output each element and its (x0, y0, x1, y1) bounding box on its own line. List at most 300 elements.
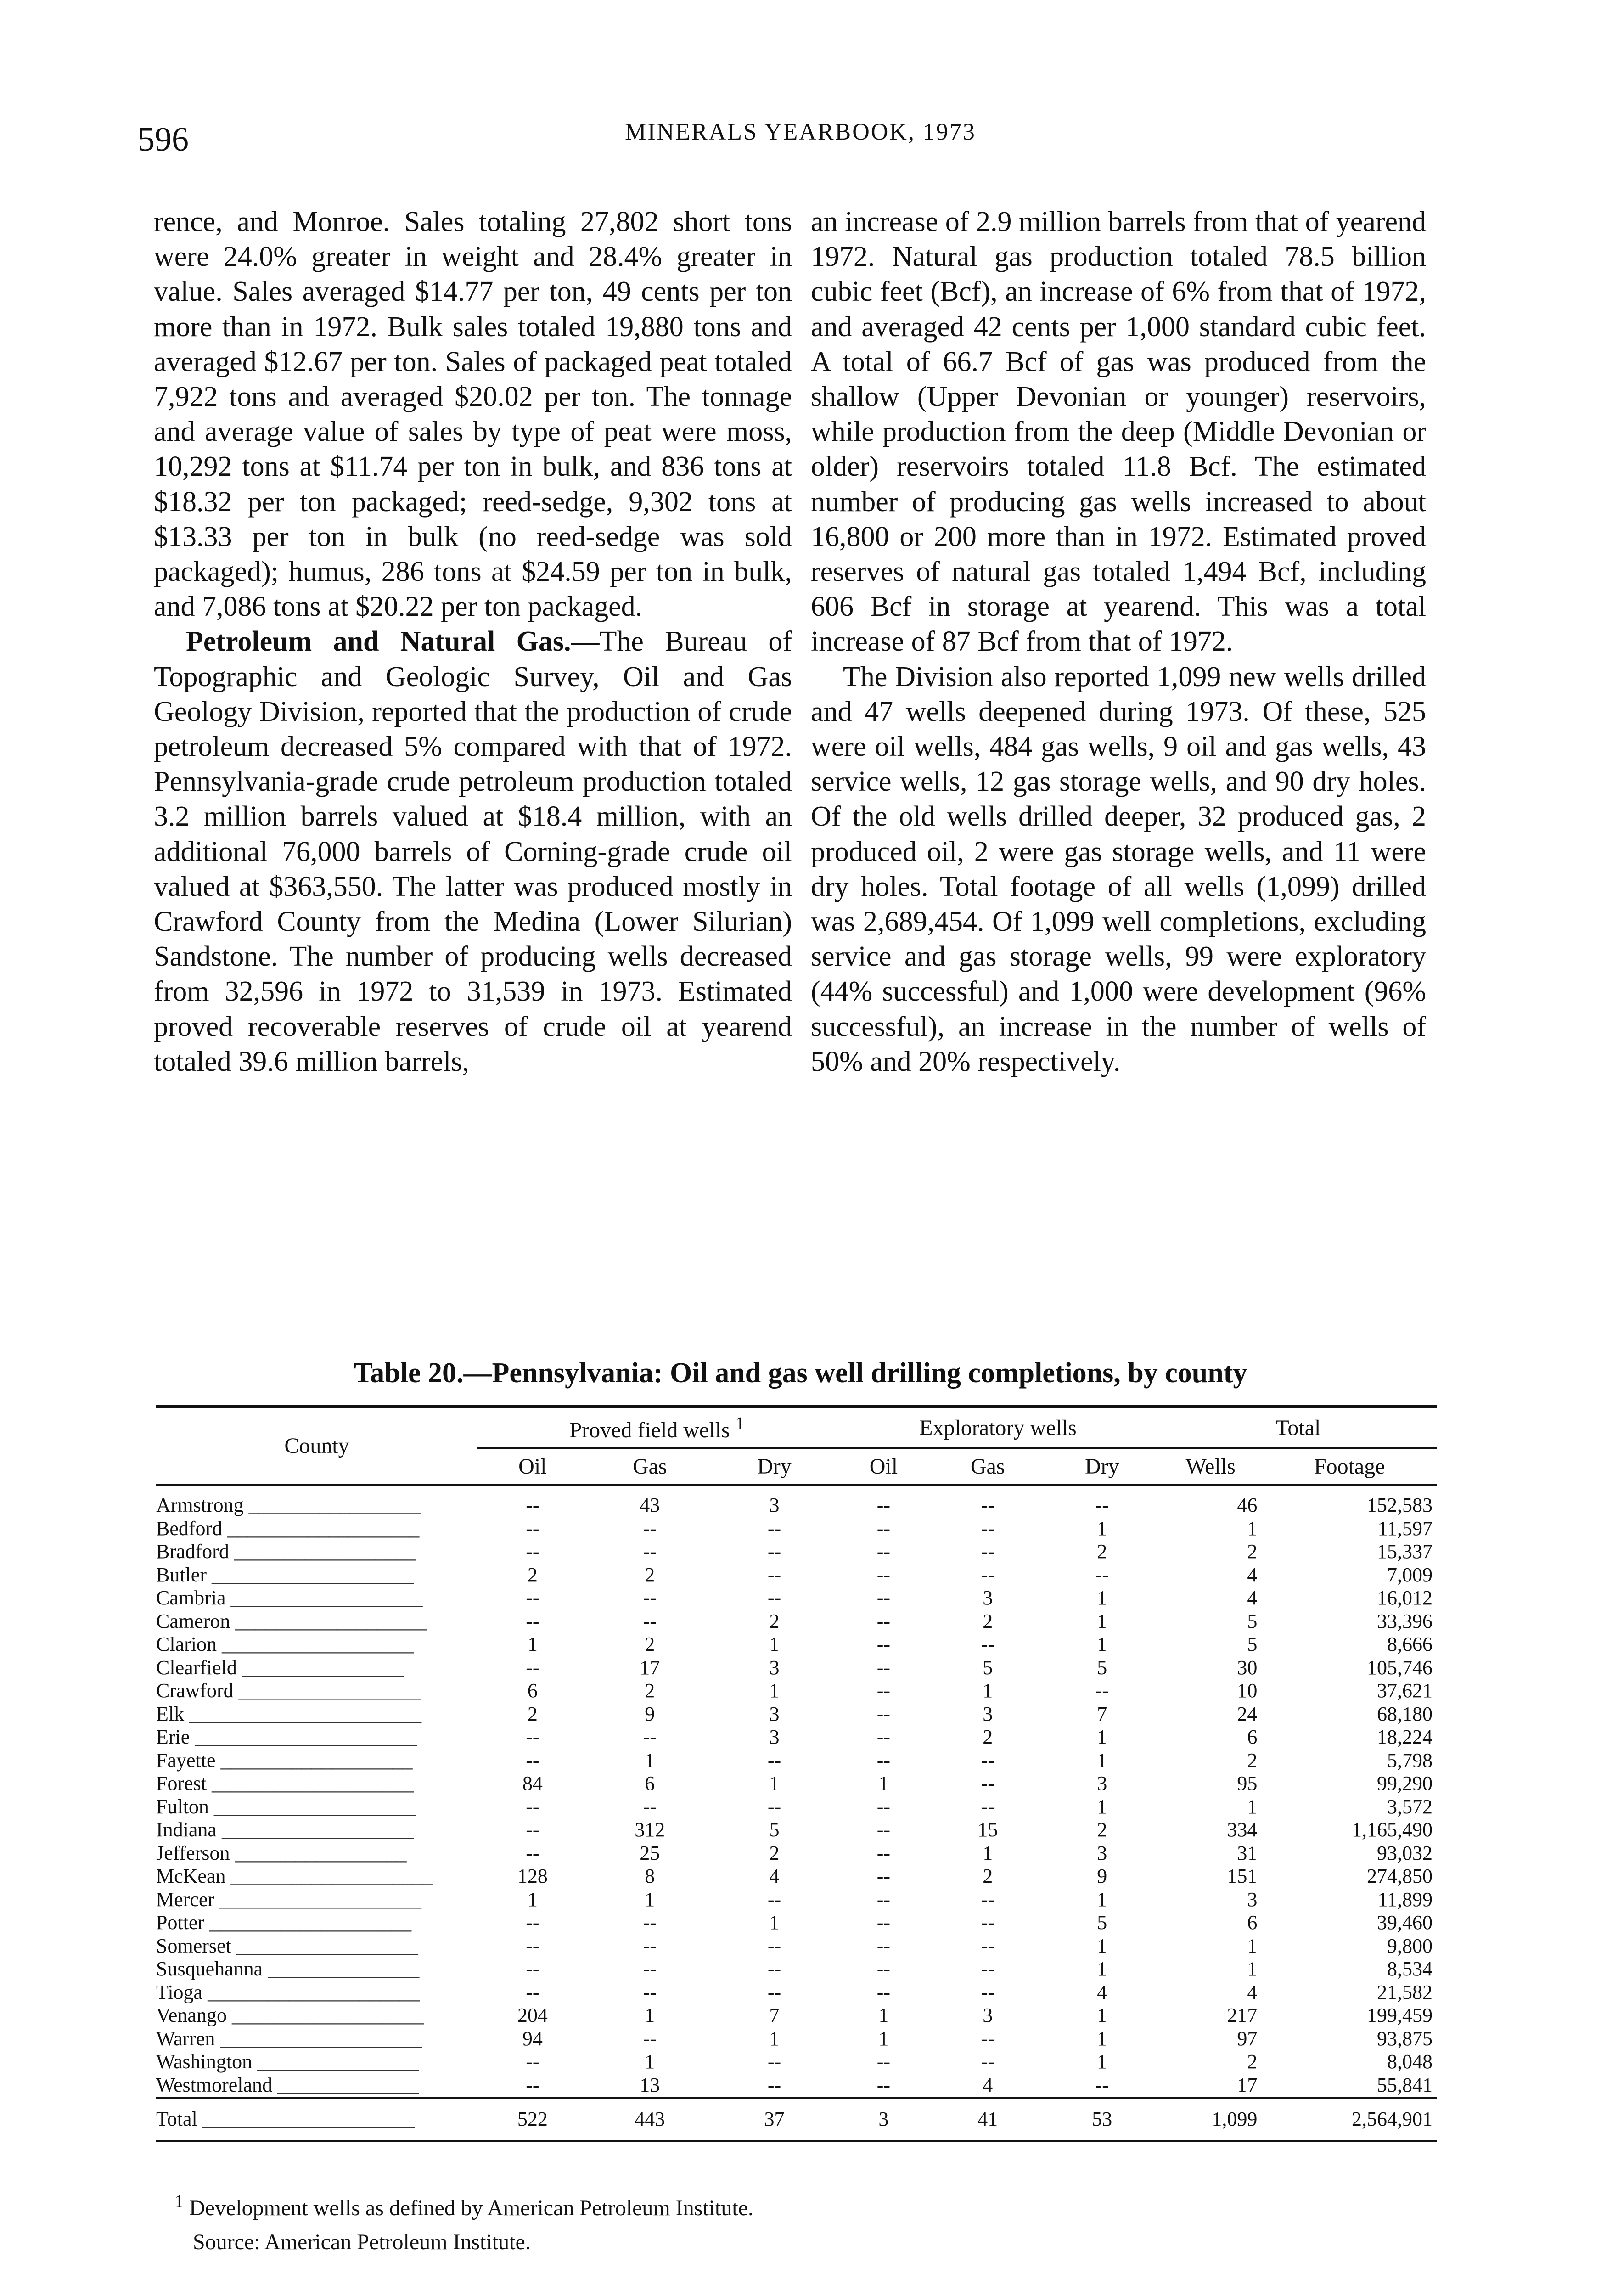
cell-oil: -- (876, 1587, 891, 1609)
cell-wells: 46 (1237, 1494, 1258, 1516)
cell-dry: 1 (769, 1772, 780, 1795)
cell-oil: 2 (527, 1563, 538, 1586)
table-row (156, 2050, 1437, 2074)
cell-footage: 5,798 (1387, 1749, 1432, 1772)
county-name: Total (156, 2108, 197, 2130)
county-cell: Armstrong _________________ (156, 1494, 421, 1516)
cell-dry: 3 (769, 1726, 780, 1748)
county-cell: Fulton ____________________ (156, 1795, 416, 1818)
cell-gas: 9 (645, 1702, 655, 1725)
cell-dry: -- (1095, 2073, 1109, 2096)
cell-oil: 1 (878, 2004, 889, 2026)
cell-gas: -- (981, 1494, 994, 1516)
gas-paragraph: an increase of 2.9 million barrels from that of yearend 1972. Natural gas production totaled 78.5 billion cubic feet (Bcf), an increase of 6% from that of 1972, and averaged 42 cents per 1,000 standard cubic feet. A total of 66.7 Bcf of gas was produced from the shallow (Upper Devonian or younger) reservoirs, while production from the deep (Middle Devonian or older) reservoirs totaled 11.8 Bcf. The estimated number of producing gas wells increased to about 16,800 or 200 more than in 1972. Estimated proved reserves of natural gas totaled 1,494 Bcf, including 606 Bcf in storage at yearend. This was a total increase of 87 Bcf from that of 1972. (811, 206, 1426, 658)
table-row (156, 1935, 1437, 1958)
cell-wells: 1 (1247, 1517, 1258, 1540)
cell-gas: 4 (983, 2073, 993, 2096)
cell-wells: 10 (1237, 1679, 1258, 1702)
cell-dry: -- (767, 2073, 781, 2096)
cell-footage: 93,032 (1377, 1841, 1432, 1864)
county-cell: Erie ______________________ (156, 1726, 417, 1748)
cell-oil: -- (876, 1795, 891, 1818)
county-cell: Jefferson _________________ (156, 1841, 407, 1864)
cell-gas: 41 (931, 2098, 1045, 2141)
cell-oil: -- (876, 1888, 891, 1911)
cell-gas: 2 (645, 1563, 655, 1586)
cell-gas: -- (981, 1795, 994, 1818)
table-row (156, 1981, 1437, 2004)
cell-gas: 2 (983, 1726, 993, 1748)
cell-footage: 68,180 (1377, 1702, 1432, 1725)
cell-dry: 1 (1097, 1517, 1107, 1540)
county-cell: Crawford __________________ (156, 1679, 421, 1702)
county-name: Venango (156, 2004, 227, 2026)
cell-footage: 33,396 (1377, 1609, 1432, 1632)
cell-gas: -- (981, 1540, 994, 1563)
cell-oil: -- (876, 1656, 891, 1679)
cell-wells: 4 (1247, 1587, 1258, 1609)
county-cell: Warren ____________________ (156, 2027, 422, 2050)
cell-gas: 2 (983, 1609, 993, 1632)
cell-dry: 1 (769, 1633, 780, 1655)
cell-footage: 15,337 (1377, 1540, 1432, 1563)
cell-dry: 1 (1097, 1587, 1107, 1609)
county-cell: Clearfield ________________ (156, 1656, 404, 1679)
county-name: Indiana (156, 1818, 217, 1841)
cell-wells: 2 (1247, 1540, 1258, 1563)
cell-oil: -- (526, 1587, 539, 1609)
county-name: Erie (156, 1726, 190, 1748)
cell-gas: 3 (983, 1587, 993, 1609)
cell-dry: 2 (769, 1841, 780, 1864)
county-cell: Venango ___________________ (156, 2004, 424, 2026)
table-row (156, 1772, 1437, 1795)
cell-gas: -- (981, 1934, 994, 1957)
cell-dry: -- (1095, 1679, 1109, 1702)
cell-dry: 1 (1097, 1958, 1107, 1980)
county-cell: Westmoreland ______________ (156, 2073, 419, 2096)
cell-gas: -- (981, 1633, 994, 1655)
sub-header-oil: Oil (837, 1448, 931, 1485)
cell-dry: 2 (1097, 1540, 1107, 1563)
cell-footage: 93,875 (1377, 2027, 1432, 2050)
cell-dry: 2 (769, 1609, 780, 1632)
cell-dry: -- (767, 1934, 781, 1957)
county-name: Cambria (156, 1587, 226, 1609)
county-cell: McKean ____________________ (156, 1865, 433, 1887)
table-row (156, 1865, 1437, 1888)
source-note: Source: American Petroleum Institute. (193, 2230, 531, 2254)
county-name: Clearfield (156, 1656, 237, 1679)
cell-footage: 8,666 (1387, 1633, 1432, 1655)
cell-dry: 1 (1097, 1795, 1107, 1818)
table-row (156, 1703, 1437, 1726)
county-name: Washington (156, 2050, 253, 2073)
cell-gas: -- (643, 2027, 657, 2050)
cell-wells: 5 (1247, 1609, 1258, 1632)
cell-oil: 84 (522, 1772, 543, 1795)
cell-footage: 8,048 (1387, 2050, 1432, 2073)
table-row (156, 1726, 1437, 1749)
cell-oil: 94 (522, 2027, 543, 2050)
cell-dry: 1 (769, 1911, 780, 1934)
cell-footage: 199,459 (1367, 2004, 1432, 2026)
cell-gas: 15 (977, 1818, 998, 1841)
cell-footage: 7,009 (1387, 1563, 1432, 1586)
cell-oil: -- (526, 1726, 539, 1748)
cell-wells: 2 (1247, 1749, 1258, 1772)
county-name: Elk (156, 1702, 185, 1725)
cell-dry: 9 (1097, 1865, 1107, 1887)
cell-gas: 3 (983, 1702, 993, 1725)
county-name: Bedford (156, 1517, 223, 1540)
cell-wells: 95 (1237, 1772, 1258, 1795)
county-name: Mercer (156, 1888, 215, 1911)
table-row (156, 1795, 1437, 1819)
cell-oil: -- (526, 2073, 539, 2096)
county-name: McKean (156, 1865, 226, 1887)
cell-wells: 17 (1237, 2073, 1258, 2096)
cell-oil: -- (526, 1818, 539, 1841)
cell-gas: 3 (983, 2004, 993, 2026)
sub-header-gas: Gas (588, 1448, 712, 1485)
cell-gas: -- (981, 1563, 994, 1586)
table-row (156, 2074, 1437, 2098)
total-header: Total (1159, 1407, 1437, 1448)
cell-gas: 1 (645, 1749, 655, 1772)
cell-gas: -- (981, 1888, 994, 1911)
cell-gas: -- (643, 1934, 657, 1957)
cell-dry: -- (767, 1981, 781, 2003)
cell-footage: 11,899 (1377, 1888, 1432, 1911)
sub-header-oil: Oil (477, 1448, 588, 1485)
sub-header-wells: Wells (1159, 1448, 1262, 1485)
cell-oil: -- (876, 2073, 891, 2096)
section-heading-petroleum: Petroleum and Natural Gas. (186, 626, 571, 658)
county-cell: Cameron ___________________ (156, 1609, 427, 1632)
cell-gas: 443 (588, 2098, 712, 2141)
cell-oil: -- (876, 1911, 891, 1934)
cell-oil: 204 (517, 2004, 548, 2026)
cell-dry: -- (1095, 1563, 1109, 1586)
cell-dry: -- (767, 1540, 781, 1563)
cell-dry: 3 (1097, 1772, 1107, 1795)
county-cell: Forest ____________________ (156, 1772, 414, 1795)
cell-gas: 2 (645, 1679, 655, 1702)
cell-oil: -- (526, 1494, 539, 1516)
county-cell: Clarion ___________________ (156, 1633, 414, 1655)
table-title: Table 20.—Pennsylvania: Oil and gas well drilling completions, by county (354, 1357, 1247, 1389)
county-cell: Elk _______________________ (156, 1702, 422, 1725)
county-name: Fayette (156, 1749, 216, 1772)
cell-dry: 3 (769, 1656, 780, 1679)
cell-oil: -- (526, 1540, 539, 1563)
cell-oil: 128 (517, 1865, 548, 1887)
cell-dry: -- (767, 1517, 781, 1540)
county-cell: Cambria ___________________ (156, 1587, 423, 1609)
table-row (156, 1842, 1437, 1865)
cell-gas: -- (643, 1981, 657, 2003)
page-number: 596 (138, 121, 189, 158)
table-row (156, 1564, 1437, 1587)
cell-footage: 152,583 (1367, 1494, 1432, 1516)
table-row (156, 1958, 1437, 1981)
cell-gas: 8 (645, 1865, 655, 1887)
cell-gas: 6 (645, 1772, 655, 1795)
county-name: Armstrong (156, 1494, 244, 1516)
county-name: Butler (156, 1563, 207, 1586)
cell-dry: 1 (1097, 1888, 1107, 1911)
cell-dry: 3 (1097, 1841, 1107, 1864)
cell-dry: -- (1095, 1494, 1109, 1516)
cell-oil: 1 (527, 1888, 538, 1911)
cell-oil: -- (526, 1749, 539, 1772)
table-row (156, 1679, 1437, 1703)
sub-header-gas: Gas (931, 1448, 1045, 1485)
cell-oil: -- (876, 1818, 891, 1841)
cell-oil: 3 (837, 2098, 931, 2141)
cell-oil: -- (876, 1517, 891, 1540)
cell-gas: -- (981, 1772, 994, 1795)
petroleum-paragraph (154, 624, 792, 1079)
cell-oil: -- (876, 1609, 891, 1632)
footnote-text: Development wells as defined by American Petroleum Institute. (189, 2196, 754, 2220)
cell-gas: 1 (645, 1888, 655, 1911)
county-cell: Mercer ____________________ (156, 1888, 422, 1911)
cell-gas: -- (643, 1795, 657, 1818)
cell-gas: 1 (983, 1841, 993, 1864)
cell-footage: 18,224 (1377, 1726, 1432, 1748)
cell-oil: -- (526, 1958, 539, 1980)
table-row (156, 1633, 1437, 1656)
county-cell: Washington ________________ (156, 2050, 419, 2073)
county-name: Jefferson (156, 1841, 230, 1864)
county-name: Susquehanna (156, 1958, 263, 1980)
cell-wells: 5 (1247, 1633, 1258, 1655)
cell-oil: 2 (527, 1702, 538, 1725)
cell-oil: -- (876, 1749, 891, 1772)
cell-oil: -- (876, 1865, 891, 1887)
drilling-paragraph: The Division also reported 1,099 new wells drilled and 47 wells deepened during 1973. Of these, 525 were oil wells, 484 gas wells, 9 oil and gas wells, 43 service wells, 12 gas storage wells, and 90 dry holes. Of the old wells drilled deeper, 32 produced gas, 2 produced oil, 2 were gas storage wells, and 11 were dry holes. Total footage of all wells (1,099) drilled was 2,689,454. Of 1,099 well completions, excluding service and gas storage wells, 99 were exploratory (44% successful) and 1,000 were development (96% successful), an increase in the number of wells of 50% and 20% respectively. (811, 661, 1426, 1077)
cell-gas: 13 (640, 2073, 660, 2096)
cell-gas: -- (981, 1981, 994, 2003)
cell-dry: -- (767, 1749, 781, 1772)
cell-gas: -- (643, 1609, 657, 1632)
table-row (156, 1911, 1437, 1935)
table-row (156, 2027, 1437, 2051)
cell-gas: -- (981, 1911, 994, 1934)
table-row (156, 1587, 1437, 1610)
cell-gas: 1 (645, 2004, 655, 2026)
exploratory-wells-header: Exploratory wells (837, 1407, 1159, 1448)
county-cell: Susquehanna _______________ (156, 1958, 420, 1980)
cell-dry: -- (767, 2050, 781, 2073)
cell-gas: 17 (640, 1656, 660, 1679)
petroleum-paragraph-body: —The Bureau of Topographic and Geologic Survey, Oil and Gas Geology Division, reported that the production of crude petroleum decreased 5% compared with that of 1972. Pennsylvania-grade crude petroleum production totaled 3.2 million barrels valued at $18.4 million, with an additional 76,000 barrels of Corning-grade crude oil valued at $363,550. The latter was produced mostly in Crawford County from the Medina (Lower Silurian) Sandstone. The number of producing wells decreased from 32,596 in 1972 to 31,539 in 1973. Estimated proved recoverable reserves of crude oil at yearend totaled 39.6 million barrels, (154, 626, 792, 1077)
left-column (154, 204, 792, 1079)
cell-dry: -- (767, 1795, 781, 1818)
cell-footage: 37,621 (1377, 1679, 1432, 1702)
cell-gas: 312 (635, 1818, 665, 1841)
county-name: Tioga (156, 1981, 203, 2003)
cell-footage: 16,012 (1377, 1587, 1432, 1609)
cell-oil: -- (526, 1656, 539, 1679)
county-name: Potter (156, 1911, 205, 1934)
cell-gas: 5 (983, 1656, 993, 1679)
cell-dry: 7 (1097, 1702, 1107, 1725)
cell-dry: 1 (1097, 1934, 1107, 1957)
cell-wells: 151 (1227, 1865, 1258, 1887)
cell-footage: 8,534 (1387, 1958, 1432, 1980)
cell-footage: 1,165,490 (1352, 1818, 1432, 1841)
cell-footage: 99,290 (1377, 1772, 1432, 1795)
cell-footage: 105,746 (1367, 1656, 1432, 1679)
cell-dry: 1 (1097, 1749, 1107, 1772)
cell-dry: 7 (769, 2004, 780, 2026)
cell-footage: 21,582 (1377, 1981, 1432, 2003)
cell-oil: -- (876, 1679, 891, 1702)
cell-dry: -- (767, 1958, 781, 1980)
cell-gas: -- (643, 1517, 657, 1540)
cell-oil: -- (526, 1609, 539, 1632)
cell-gas: 2 (983, 1865, 993, 1887)
cell-gas: -- (981, 2050, 994, 2073)
county-cell: Bedford ___________________ (156, 1517, 420, 1540)
footnote-marker: 1 (174, 2191, 184, 2212)
cell-footage: 274,850 (1367, 1865, 1432, 1887)
cell-wells: 6 (1247, 1911, 1258, 1934)
cell-dry: 1 (1097, 1609, 1107, 1632)
cell-dry: 4 (1097, 1981, 1107, 2003)
cell-footage: 55,841 (1377, 2073, 1432, 2096)
cell-dry: -- (767, 1587, 781, 1609)
cell-dry: 1 (1097, 2050, 1107, 2073)
cell-dry: 4 (769, 1865, 780, 1887)
cell-dry: 1 (1097, 2004, 1107, 2026)
sub-header-footage: Footage (1262, 1448, 1437, 1485)
county-cell: Somerset __________________ (156, 1934, 418, 1957)
cell-oil: -- (526, 1981, 539, 2003)
cell-dry: 5 (769, 1818, 780, 1841)
cell-dry: 53 (1045, 2098, 1159, 2141)
cell-wells: 1 (1247, 1958, 1258, 1980)
county-name: Bradford (156, 1540, 229, 1563)
cell-wells: 334 (1227, 1818, 1258, 1841)
cell-dry: 2 (1097, 1818, 1107, 1841)
cell-gas: 1 (645, 2050, 655, 2073)
county-name: Clarion (156, 1633, 217, 1655)
cell-oil: -- (526, 1517, 539, 1540)
table-row (156, 2004, 1437, 2027)
cell-oil: -- (876, 1726, 891, 1748)
cell-dry: 1 (769, 1679, 780, 1702)
county-cell: Fayette ___________________ (156, 1749, 413, 1772)
cell-wells: 4 (1247, 1981, 1258, 2003)
cell-oil: -- (526, 2050, 539, 2073)
table-row (156, 1610, 1437, 1633)
table-row (156, 1656, 1437, 1680)
cell-oil: 522 (477, 2098, 588, 2141)
cell-gas: -- (643, 1540, 657, 1563)
table-row (156, 1749, 1437, 1773)
cell-oil: -- (876, 1494, 891, 1516)
sub-header-dry: Dry (1045, 1448, 1159, 1485)
cell-oil: -- (876, 1540, 891, 1563)
cell-gas: -- (981, 1958, 994, 1980)
cell-footage: 9,800 (1387, 1934, 1432, 1957)
county-cell: Indiana ___________________ (156, 1818, 414, 1841)
cell-oil: 1 (878, 1772, 889, 1795)
cell-dry: 5 (1097, 1656, 1107, 1679)
county-cell: Bradford __________________ (156, 1540, 416, 1563)
cell-gas: 25 (640, 1841, 660, 1864)
cell-gas: -- (643, 1958, 657, 1980)
proved-field-wells-header: Proved field wells $^1$ (477, 1407, 837, 1448)
cell-dry: 5 (1097, 1911, 1107, 1934)
cell-wells: 97 (1237, 2027, 1258, 2050)
total-row (156, 2098, 1437, 2141)
cell-oil: -- (876, 1981, 891, 2003)
cell-footage: 39,460 (1377, 1911, 1432, 1934)
cell-wells: 1,099 (1159, 2098, 1262, 2141)
cell-gas: 43 (640, 1494, 660, 1516)
cell-gas: -- (981, 1517, 994, 1540)
county-name: Fulton (156, 1795, 209, 1818)
running-title: MINERALS YEARBOOK, 1973 (625, 119, 976, 145)
footnote-marker: 1 (735, 1413, 745, 1434)
table-row (156, 1888, 1437, 1912)
county-name: Crawford (156, 1679, 234, 1702)
cell-oil: -- (526, 1934, 539, 1957)
cell-oil: -- (876, 1702, 891, 1725)
cell-oil: 6 (527, 1679, 538, 1702)
table-row (156, 1818, 1437, 1842)
cell-dry: -- (767, 1563, 781, 1586)
county-column-header: County (156, 1407, 477, 1485)
cell-dry: 1 (769, 2027, 780, 2050)
cell-dry: 3 (769, 1494, 780, 1516)
right-column (811, 204, 1426, 1079)
cell-gas: -- (981, 2027, 994, 2050)
cell-oil: -- (526, 1795, 539, 1818)
cell-oil: -- (876, 1841, 891, 1864)
cell-oil: 1 (878, 2027, 889, 2050)
cell-gas: -- (643, 1911, 657, 1934)
cell-gas: -- (643, 1587, 657, 1609)
cell-oil: -- (526, 1841, 539, 1864)
cell-oil: -- (876, 1563, 891, 1586)
cell-wells: 2 (1247, 2050, 1258, 2073)
cell-wells: 4 (1247, 1563, 1258, 1586)
cell-wells: 30 (1237, 1656, 1258, 1679)
county-cell: Potter ____________________ (156, 1911, 412, 1934)
cell-oil: -- (876, 1958, 891, 1980)
cell-wells: 3 (1247, 1888, 1258, 1911)
cell-wells: 24 (1237, 1702, 1258, 1725)
table-row (156, 1485, 1437, 1517)
cell-gas: 1 (983, 1679, 993, 1702)
cell-wells: 1 (1247, 1795, 1258, 1818)
cell-oil: 1 (527, 1633, 538, 1655)
cell-dry: 1 (1097, 1633, 1107, 1655)
cell-footage: 2,564,901 (1262, 2098, 1437, 2141)
cell-oil: -- (876, 1934, 891, 1957)
county-name: Westmoreland (156, 2073, 273, 2096)
table-row (156, 1540, 1437, 1564)
cell-oil: -- (526, 1911, 539, 1934)
county-cell: Total _____________________ (156, 2098, 477, 2141)
cell-footage: 3,572 (1387, 1795, 1432, 1818)
